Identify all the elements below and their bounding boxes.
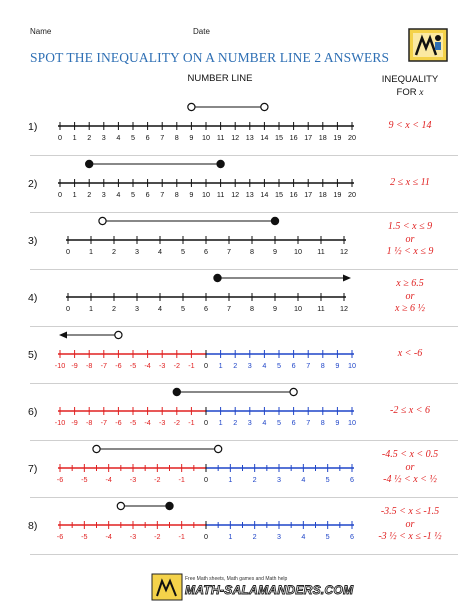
arrow-head-left (59, 332, 67, 339)
tick-label: 0 (204, 475, 208, 484)
tick-label: 12 (340, 247, 348, 256)
tick-label: 0 (66, 247, 70, 256)
answer-inequality (358, 506, 462, 544)
tick-label: 5 (277, 418, 281, 427)
tick-label: 10 (202, 133, 210, 142)
tick-label: 2 (252, 475, 257, 484)
tick-label: -3 (158, 361, 166, 370)
tick-label: 4 (301, 532, 306, 541)
tick-label: 7 (306, 418, 311, 427)
tick-label: 10 (348, 418, 356, 427)
tick-label: 1 (228, 475, 233, 484)
number-line (0, 213, 360, 263)
question-number: 4) (28, 292, 38, 304)
question-number: 6) (28, 406, 38, 418)
number-line (0, 498, 360, 548)
question-number: 8) (28, 520, 38, 532)
tick-label: 6 (204, 247, 208, 256)
tick-label: 1 (89, 304, 93, 313)
tick-label: 9 (273, 247, 277, 256)
tick-label: 8 (250, 247, 254, 256)
answer-or: or (405, 461, 415, 473)
tick-label: 19 (333, 190, 342, 199)
tick-label: 8 (174, 133, 179, 142)
open-endpoint (215, 445, 222, 452)
tick-label: 5 (325, 475, 330, 484)
tick-label: 6 (145, 133, 150, 142)
tick-label: 2 (112, 304, 116, 313)
number-line (0, 156, 360, 206)
answer-inequality (358, 177, 462, 190)
tick-label: -7 (100, 418, 108, 427)
open-endpoint (261, 103, 268, 110)
answer-or: or (405, 290, 415, 302)
tick-label: -10 (54, 361, 66, 370)
tick-label: 0 (66, 304, 70, 313)
number-line (0, 99, 360, 149)
tick-label: 4 (262, 361, 267, 370)
tick-label: 17 (304, 190, 313, 199)
tick-label: 0 (58, 133, 62, 142)
tick-label: 10 (348, 361, 356, 370)
tick-label: -8 (85, 361, 93, 370)
tick-label: 2 (252, 532, 257, 541)
for-text: FOR (396, 87, 417, 98)
tick-label: -5 (81, 475, 88, 484)
closed-endpoint (173, 388, 180, 395)
answer-line: 2 ≤ x ≤ 11 (390, 176, 430, 188)
tick-label: 8 (320, 361, 325, 370)
page-title: SPOT THE INEQUALITY ON A NUMBER LINE 2 ANSWERS (30, 50, 390, 65)
tick-label: 2 (233, 361, 238, 370)
tick-label: 12 (340, 304, 348, 313)
answer-inequality (358, 221, 462, 259)
tick-label: 9 (335, 418, 340, 427)
tick-label: 16 (289, 133, 298, 142)
tick-label: 9 (335, 361, 340, 370)
number-line-column-header: NUMBER LINE (187, 73, 253, 84)
answer-inequality (358, 405, 462, 418)
tick-label: 3 (277, 532, 281, 541)
tick-label: 11 (216, 190, 225, 199)
tick-label: 6 (350, 532, 354, 541)
tick-label: 19 (333, 133, 342, 142)
tick-label: -10 (54, 418, 66, 427)
answer-line: -4 ½ < x < ½ (383, 474, 437, 486)
tick-label: 2 (87, 190, 92, 199)
tick-label: -1 (178, 532, 185, 541)
tick-label: -7 (100, 361, 108, 370)
tick-label: 0 (204, 361, 208, 370)
date-label: Date (193, 27, 210, 36)
open-endpoint (99, 217, 106, 224)
tick-label: 11 (317, 304, 325, 313)
tick-label: 3 (277, 475, 281, 484)
tick-label: 9 (189, 190, 194, 199)
tick-label: -4 (105, 475, 112, 484)
tick-label: 6 (145, 190, 150, 199)
tick-label: 15 (275, 190, 283, 199)
tick-label: 1 (218, 418, 223, 427)
tick-label: 16 (289, 190, 298, 199)
tick-label: -9 (71, 418, 78, 427)
open-endpoint (117, 502, 124, 509)
answer-line: -4.5 < x < 0.5 (381, 449, 439, 461)
answer-inequality (358, 348, 462, 361)
number-line (0, 327, 360, 377)
tick-label: 8 (174, 190, 179, 199)
tick-label: 0 (204, 418, 208, 427)
tick-label: 20 (348, 190, 356, 199)
inequality-for-x (362, 86, 458, 100)
closed-endpoint (271, 217, 278, 224)
tick-label: 3 (135, 304, 139, 313)
tick-label: -3 (129, 532, 137, 541)
question-number: 7) (28, 463, 38, 475)
tick-label: 10 (294, 247, 302, 256)
open-endpoint (115, 331, 122, 338)
tick-label: 0 (204, 532, 208, 541)
footer-brand: MATH-SALAMANDERS.COM (185, 583, 354, 597)
tick-label: 3 (247, 418, 252, 427)
number-line (0, 384, 360, 434)
tick-label: 8 (320, 418, 325, 427)
answer-or: or (405, 233, 415, 245)
tick-label: 5 (131, 190, 135, 199)
tick-label: -9 (71, 361, 78, 370)
tick-label: -3 (158, 418, 166, 427)
closed-endpoint (166, 502, 173, 509)
tick-label: -1 (188, 418, 195, 427)
row-divider (30, 554, 458, 555)
inequality-column-header (362, 73, 458, 100)
tick-label: 13 (245, 190, 254, 199)
tick-label: -3 (129, 475, 137, 484)
tick-label: 6 (291, 361, 296, 370)
tick-label: 18 (318, 190, 327, 199)
tick-label: 4 (158, 247, 162, 256)
tick-label: 2 (233, 418, 238, 427)
tick-label: 6 (204, 304, 208, 313)
tick-label: 11 (317, 247, 325, 256)
question-number: 5) (28, 349, 38, 361)
tick-label: 1 (228, 532, 233, 541)
tick-label: 8 (250, 304, 254, 313)
tick-label: -1 (178, 475, 185, 484)
tick-label: 20 (348, 133, 356, 142)
tick-label: -2 (154, 475, 161, 484)
salamander-logo (408, 28, 448, 62)
tick-label: 1 (72, 190, 77, 199)
tick-label: 4 (301, 475, 306, 484)
tick-label: 7 (160, 190, 165, 199)
tick-label: 7 (160, 133, 165, 142)
number-line (0, 270, 360, 320)
tick-label: -8 (85, 418, 93, 427)
question-number: 1) (28, 121, 38, 133)
tick-label: 15 (275, 133, 283, 142)
answer-line: -3.5 < x ≤ -1.5 (380, 506, 440, 518)
closed-endpoint (214, 274, 221, 281)
answer-line: x ≥ 6 ½ (395, 303, 425, 315)
tick-label: 10 (202, 190, 210, 199)
tick-label: 9 (273, 304, 277, 313)
tick-label: -2 (173, 361, 181, 370)
answer-line: 1.5 < x ≤ 9 (387, 221, 433, 233)
tick-label: 2 (87, 133, 92, 142)
tick-label: 3 (135, 247, 139, 256)
open-endpoint (93, 445, 100, 452)
tick-label: -4 (144, 361, 151, 370)
answer-line: -3 ½ < x ≤ -1 ½ (378, 531, 442, 543)
variable-x: x (419, 88, 424, 98)
answer-or: or (405, 518, 415, 530)
tick-label: 17 (304, 133, 313, 142)
answer-line: -2 ≤ x < 6 (389, 404, 430, 416)
tick-label: -2 (173, 418, 181, 427)
tick-label: 1 (89, 247, 93, 256)
tick-label: 0 (58, 190, 62, 199)
tick-label: 12 (231, 190, 240, 199)
tick-label: 13 (245, 133, 254, 142)
arrow-head-right (343, 275, 351, 282)
tick-label: -6 (56, 532, 64, 541)
footer-tagline: Free Math sheets, Math games and Math help (185, 576, 288, 582)
tick-label: 6 (291, 418, 296, 427)
tick-label: 3 (101, 190, 106, 199)
answer-line: x ≥ 6.5 (396, 278, 424, 290)
question-number: 2) (28, 178, 38, 190)
answer-inequality (358, 120, 462, 133)
answer-inequality (358, 278, 462, 316)
tick-label: -1 (188, 361, 195, 370)
answer-line: 1 ½ < x ≤ 9 (386, 246, 434, 258)
tick-label: 1 (218, 361, 223, 370)
tick-label: 5 (181, 247, 185, 256)
tick-label: -4 (105, 532, 112, 541)
open-endpoint (290, 388, 297, 395)
tick-label: 3 (101, 133, 106, 142)
answer-line: 9 < x < 14 (388, 119, 432, 131)
tick-label: 5 (181, 304, 185, 313)
tick-label: -4 (144, 418, 151, 427)
tick-label: -5 (129, 361, 137, 370)
tick-label: 7 (227, 304, 231, 313)
tick-label: 7 (227, 247, 231, 256)
tick-label: 5 (325, 532, 330, 541)
tick-label: -5 (81, 532, 88, 541)
tick-label: 1 (72, 133, 77, 142)
question-number: 3) (28, 235, 38, 247)
closed-endpoint (86, 160, 93, 167)
tick-label: 14 (260, 190, 269, 199)
tick-label: -6 (115, 361, 122, 370)
closed-endpoint (217, 160, 224, 167)
tick-label: 11 (216, 133, 225, 142)
tick-label: -6 (56, 475, 64, 484)
tick-label: 5 (277, 361, 281, 370)
number-line (0, 441, 360, 491)
tick-label: 4 (116, 190, 121, 199)
tick-label: -2 (154, 532, 161, 541)
tick-label: 5 (131, 133, 135, 142)
open-endpoint (188, 103, 195, 110)
tick-label: 14 (260, 133, 269, 142)
tick-label: -5 (129, 418, 137, 427)
tick-label: 4 (262, 418, 267, 427)
answer-inequality (358, 449, 462, 487)
tick-label: 3 (247, 361, 252, 370)
tick-label: 12 (231, 133, 240, 142)
tick-label: 7 (306, 361, 311, 370)
tick-label: 10 (294, 304, 302, 313)
tick-label: 9 (189, 133, 194, 142)
name-label: Name (30, 27, 52, 36)
tick-label: 2 (112, 247, 116, 256)
inequality-header-text: INEQUALITY (381, 74, 439, 85)
tick-label: 18 (318, 133, 327, 142)
tick-label: -6 (115, 418, 122, 427)
tick-label: 6 (350, 475, 354, 484)
tick-label: 4 (116, 133, 121, 142)
answer-line: x < -6 (397, 347, 423, 359)
tick-label: 4 (158, 304, 162, 313)
